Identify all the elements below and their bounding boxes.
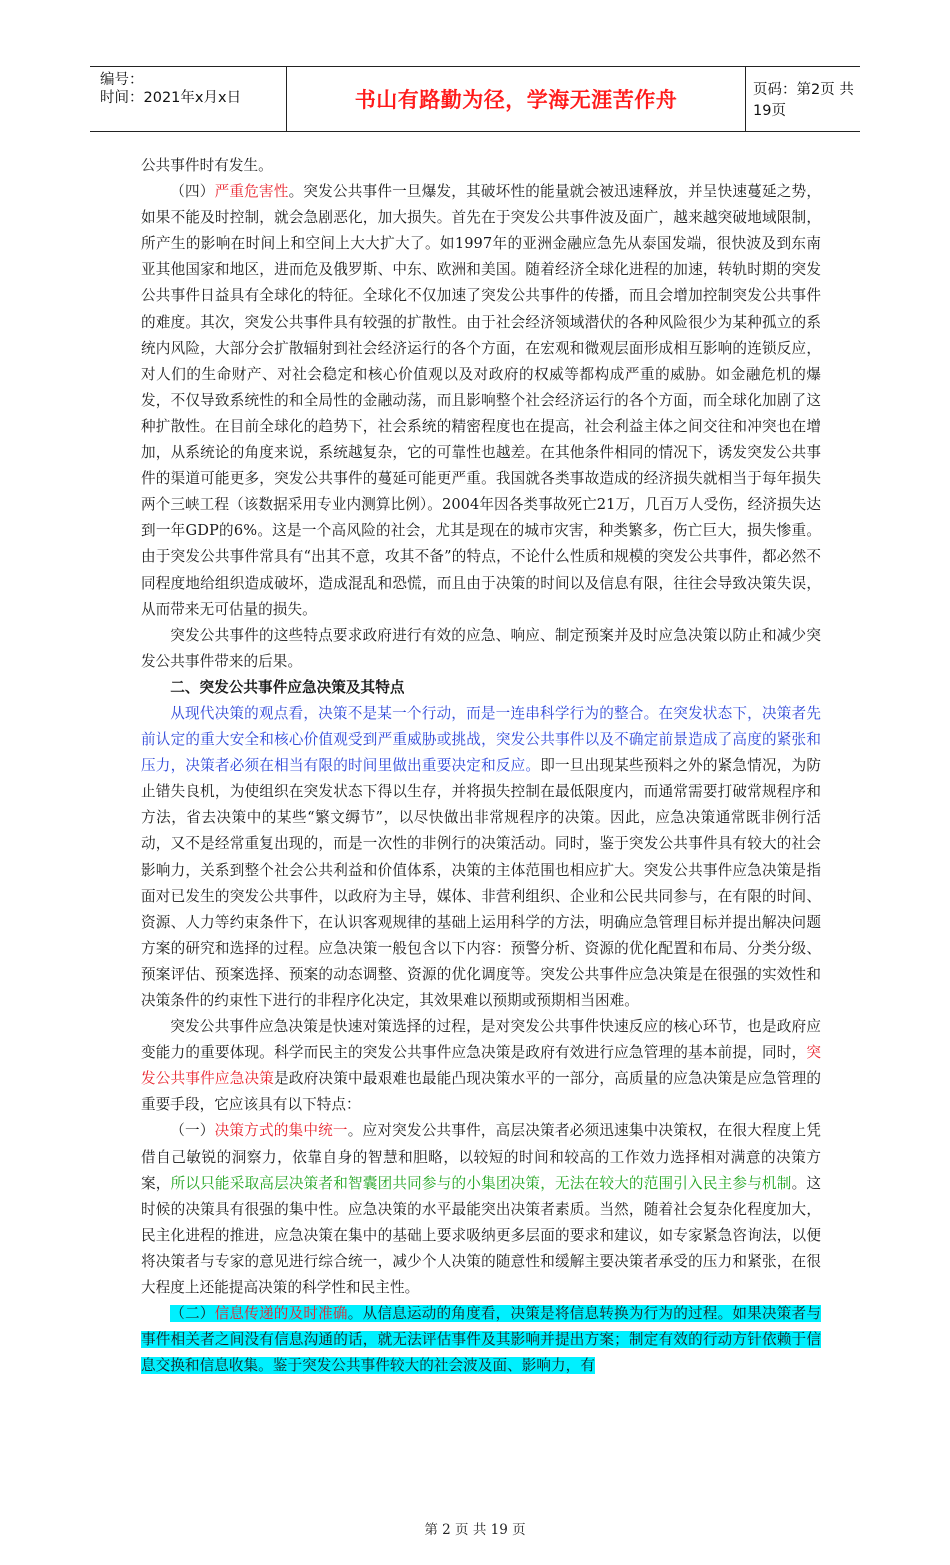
section-heading: 二、突发公共事件应急决策及其特点: [170, 678, 405, 696]
text-run: 突发公共事件的这些特点要求政府进行有效的应急、响应、制定预案并及时应急决策以防止和减少突发公共事件带来的后果。: [141, 626, 821, 670]
text-run: 公共事件时有发生。: [141, 157, 273, 174]
highlight-red-text: 决策方式的集中统一: [214, 1122, 348, 1140]
page-footer: 第 2 页 共 19 页: [424, 1522, 526, 1538]
paragraph-information: [141, 1301, 821, 1379]
text-run: 。应对突发公共事件，高层决策者必须迅速集中决策权，在很大程度上凭借自己敏锐的洞察力，依靠自身的智慧和胆略，以较短的时间和较高的工作效力选择相对满意的决策方案，: [141, 1122, 822, 1192]
text-run: （一）: [170, 1122, 215, 1140]
page-header: [90, 66, 860, 132]
page-label: 页码：第2页 共19页: [753, 82, 854, 119]
document-body: [141, 153, 821, 1379]
paragraph-centralized: [141, 1118, 821, 1301]
paragraph: [141, 153, 821, 179]
highlight-red-text: 严重危害性: [214, 183, 289, 201]
highlight-cyan-text: （二）: [170, 1305, 215, 1323]
number-label: 编号：: [100, 72, 144, 88]
paragraph: [141, 623, 821, 675]
highlight-cyan-red-text: 信息传递的及时准确: [214, 1305, 348, 1323]
header-motto: [286, 67, 746, 131]
motto-text: 书山有路勤为径，学海无涯苦作舟: [354, 88, 678, 112]
highlight-cyan-text: 。从信息运动的角度看，决策是将信息转换为行为的过程。如果决策者与事件相关者之间没有信息沟通的话，就无法评估事件及其影响并提出方案；制定有效的行动方针依赖于信息交换和信息收集。鉴于突发公共事件较大的社会波及面、影响力，有: [141, 1305, 822, 1375]
paragraph-severity: [141, 179, 821, 623]
date-label: 时间：2021年x月x日: [100, 90, 242, 106]
paragraph-decision: [141, 701, 821, 1014]
text-run: 即一旦出现某些预料之外的紧急情况，为防止错失良机，为使组织在突发状态下得以生存，并将损失控制在最低限度内，而通常需要打破常规程序和方法，省去决策中的某些“繁文缛节”，以尽快做出非常规程序的决策。因此，应急决策通常既非例行活动，又不是经常重复出现的，而是一次性的非例行的决策活动。同时，鉴于突发公共事件具有较大的社会影响力，关系到整个社会公共利益和价值体系，决策的主体范围也相应扩大。突发公共事件应急决策是指面对已发生的突发公共事件，以政府为主导，媒体、非营利组织、企业和公民共同参与，在有限的时间、资源、人力等约束条件下，在认识客观规律的基础上运用科学的方法，明确应急管理目标并提出解决问题方案的研究和选择的过程。应急决策一般包含以下内容：预警分析、资源的优化配置和布局、分类分级、预案评估、预案选择、预案的动态调整、资源的优化调度等。突发公共事件应急决策是在很强的实效性和决策条件的约束性下进行的非程序化决定，其效果难以预期或预期相当困难。: [141, 757, 822, 1009]
text-run: （四）: [170, 183, 215, 201]
text-run: 。突发公共事件一旦爆发，其破坏性的能量就会被迅速释放，并呈快速蔓延之势，如果不能及时控制，就会急剧恶化，加大损失。首先在于突发公共事件波及面广，越来越突破地域限制，所产生的影响在时间上和空间上大大扩大了。如1997年的亚洲金融应急先从泰国发端，很快波及到东南亚其他国家和地区，进而危及俄罗斯、中东、欧洲和美国。随着经济全球化进程的加速，转轨时期的突发公共事件日益具有全球化的特征。全球化不仅加速了突发公共事件的传播，而且会增加控制突发公共事件的难度。其次，突发公共事件具有较强的扩散性。由于社会经济领域潜伏的各种风险很少为某种孤立的系统内风险，大部分会扩散辐射到社会经济运行的各个方面，在宏观和微观层面形成相互影响的连锁反应，对人们的生命财产、对社会稳定和核心价值观以及对政府的权威等都构成严重的威胁。如金融危机的爆发，不仅导致系统性的和全局性的金融动荡，而且影响整个社会经济运行的各个方面，而全球化加剧了这种扩散性。在目前全球化的趋势下，社会系统的精密程度也在提高，社会利益主体之间交往和冲突也在增加，从系统论的角度来说，系统越复杂，它的可靠性也越差。在其他条件相同的情况下，诱发突发公共事件的渠道可能更多，突发公共事件的蔓延可能更严重。我国就各类事故造成的经济损失就相当于每年损失两个三峡工程（该数据采用专业内测算比例）。2004年因各类事故死亡21万，几百万人受伤，经济损失达到一年GDP的6%。这是一个高风险的社会，尤其是现在的城市灾害，种类繁多，伤亡巨大，损失惨重。由于突发公共事件常具有“出其不意，攻其不备”的特点，不论什么性质和规模的突发公共事件，都必然不同程度地给组织造成破坏，造成混乱和恐慌，而且由于决策的时间以及信息有限，往往会导致决策失误，从而带来无可估量的损失。: [141, 183, 821, 618]
highlight-red-text: 突发公共事件应急决策: [141, 1044, 821, 1088]
text-run: 。这时候的决策具有很强的集中性。应急决策的水平最能突出决策者素质。当然，随着社会复杂化程度加大，民主化进程的推进，应急决策在集中的基础上要求吸纳更多层面的要求和建议，如专家紧急咨询法，以便将决策者与专家的意见进行综合统一，减少个人决策的随意性和缓解主要决策者承受的压力和紧张，在很大程度上还能提高决策的科学性和民主性。: [141, 1174, 821, 1297]
text-run: 是政府决策中最艰难也最能凸现决策水平的一部分，高质量的应急决策是应急管理的重要手段，它应该具有以下特点：: [141, 1070, 821, 1114]
highlight-blue-text: 从现代决策的观点看，决策不是某一个行动，而是一连串科学行为的整合。在突发状态下，决策者先前认定的重大安全和核心价值观受到严重威胁或挑战，突发公共事件以及不确定前景造成了高度的紧张和压力，决策者必须在相当有限的时间里做出重要决定和反应。: [141, 704, 821, 775]
text-run: 突发公共事件应急决策是快速对策选择的过程，是对突发公共事件快速反应的核心环节，也是政府应变能力的重要体现。科学而民主的突发公共事件应急决策是政府有效进行应急管理的基本前提，同时，: [141, 1018, 821, 1062]
header-meta: [90, 67, 286, 135]
header-page: [745, 67, 868, 131]
highlight-green-text: 所以只能采取高层决策者和智囊团共同参与的小集团决策，无法在较大的范围引入民主参与机制: [170, 1174, 792, 1192]
paragraph: [141, 1014, 821, 1118]
